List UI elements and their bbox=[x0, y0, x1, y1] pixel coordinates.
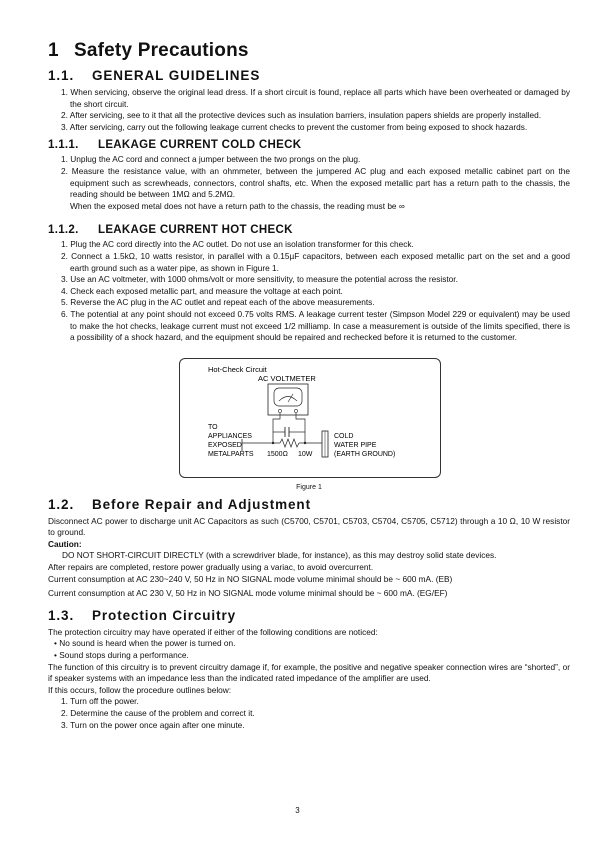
section-1-3-heading bbox=[48, 608, 570, 623]
page-number: 3 bbox=[295, 806, 300, 815]
list-item: 2. Connect a 1.5kΩ, 10 watts resistor, in parallel with a 0.15µF capacitors, between each exposed metallic part on the set and a good earth ground such as a water pipe, as shown in Figure 1. bbox=[61, 250, 570, 273]
page-title bbox=[48, 40, 570, 62]
page-content bbox=[48, 40, 570, 731]
list-item: 3. Use an AC voltmeter, with 1000 ohms/volt or more sensitivity, to measure the potential across the resistor. bbox=[61, 274, 458, 285]
meter-dial-icon bbox=[274, 388, 302, 406]
paragraph: After repairs are completed, restore power gradually using a variac, to avoid overcurrent. bbox=[48, 562, 374, 573]
paragraph: The protection circuitry may have operated if either of the following conditions are noticed: bbox=[48, 626, 378, 637]
hot-check-circuit-figure bbox=[179, 358, 441, 478]
list-item: 1. Turn off the power. bbox=[61, 696, 139, 707]
figure-title: Hot-Check Circuit bbox=[208, 364, 267, 374]
condition-list bbox=[48, 638, 570, 661]
section-title: LEAKAGE CURRENT COLD CHECK bbox=[98, 139, 302, 152]
paragraph: Disconnect AC power to discharge unit AC Capacitors as such (C5700, C5701, C5703, C5704, C5705, C5712) through a 10 Ω, 10 W resistor to ground. bbox=[48, 515, 570, 538]
resistor-icon bbox=[280, 439, 299, 447]
right-label-1: COLD bbox=[334, 432, 354, 440]
resistor-watts: 10W bbox=[298, 450, 313, 458]
general-guidelines-list bbox=[48, 87, 570, 133]
list-item: 3. After servicing, carry out the following leakage current checks to prevent the customer from being exposed to shock hazards. bbox=[61, 121, 528, 132]
left-label-2: APPLIANCES bbox=[208, 432, 252, 440]
title-text: Safety Precautions bbox=[74, 40, 249, 61]
caution-text: DO NOT SHORT-CIRCUIT DIRECTLY (with a screwdriver blade, for instance), as this may destroy solid state devices. bbox=[62, 550, 497, 561]
list-item: 1. Plug the AC cord directly into the AC outlet. Do not use an isolation transformer for this check. bbox=[61, 239, 414, 250]
paragraph: The function of this circuitry is to prevent circuitry damage if, for example, the positive and negative speaker connection wires are “shorted”, or if speaker systems with an impedance less than the indicated rated impedance of the amplifier are used. bbox=[48, 661, 570, 684]
section-number: 1.1.2. bbox=[48, 224, 79, 237]
procedure-list bbox=[48, 696, 570, 731]
section-1-2-heading bbox=[48, 497, 570, 512]
caution-label: Caution: bbox=[48, 538, 82, 549]
list-item: 3. Turn on the power once again after one minute. bbox=[61, 719, 245, 730]
list-item: 5. Reverse the AC plug in the AC outlet and repeat each of the above measurements. bbox=[61, 297, 375, 308]
paragraph: Current consumption at AC 230 V, 50 Hz in NO SIGNAL mode volume minimal should be ~ 600 mA. (EG/EF) bbox=[48, 588, 448, 599]
paragraph: Current consumption at AC 230~240 V, 50 Hz in NO SIGNAL mode volume minimal should be ~ 600 mA. (EB) bbox=[48, 573, 453, 584]
left-label-3: EXPOSED bbox=[208, 441, 242, 449]
list-item: 2. Determine the cause of the problem and correct it. bbox=[61, 708, 255, 718]
section-number: 1.1. bbox=[48, 68, 75, 83]
list-item: 1. Unplug the AC cord and connect a jumper between the two prongs on the plug. bbox=[61, 154, 361, 165]
figure-caption: Figure 1 bbox=[296, 483, 322, 491]
section-number: 1.1.1. bbox=[48, 139, 79, 152]
section-1-1-2-heading bbox=[48, 224, 570, 236]
list-item: • Sound stops during a performance. bbox=[54, 650, 189, 661]
list-item: 1. When servicing, observe the original lead dress. If a short circuit is found, replace all parts which have been overheated or damaged by the short circuit. bbox=[61, 87, 570, 109]
section-1-1-heading bbox=[48, 68, 570, 83]
hot-check-list bbox=[48, 239, 570, 343]
list-item: 6. The potential at any point should not exceed 0.75 volts RMS. A leakage current tester (Simpson Model 229 or equivalent) may be used to make the hot checks, leakage current must not exceed 1/2 milliamp. In case a measurement is outside of the limits specified, there is a possibility of a shock hazard, and the equipment should be repaired and rechecked before it is returned to the customer. bbox=[61, 308, 570, 343]
paragraph: If this occurs, follow the procedure outlines below: bbox=[48, 684, 232, 695]
section-number: 1.2. bbox=[48, 496, 75, 512]
left-label-4: METALPARTS bbox=[208, 450, 254, 458]
list-item: 2. After servicing, see to it that all the protective devices such as insulation barriers, insulation papers shields are properly installed. bbox=[61, 110, 542, 121]
cold-check-note: When the exposed metal does not have a return path to the chassis, the reading must be ∞ bbox=[70, 200, 405, 211]
resistor-value: 1500Ω bbox=[267, 450, 288, 458]
list-item: • No sound is heard when the power is turned on. bbox=[54, 638, 236, 649]
cold-check-list bbox=[48, 154, 570, 200]
section-title: LEAKAGE CURRENT HOT CHECK bbox=[98, 224, 293, 237]
list-item: 2. Measure the resistance value, with an ohmmeter, between the jumpered AC plug and each exposed metallic cabinet part on the equipment such as screwheads, connectors, control shafts, etc. When the exposed metallic part has a return path to the chassis, the reading should be between 1MΩ and 5.2MΩ. bbox=[61, 165, 570, 200]
right-label-2: WATER PIPE bbox=[334, 441, 377, 449]
left-label-1: TO bbox=[208, 423, 218, 431]
right-label-3: (EARTH GROUND) bbox=[334, 450, 396, 458]
section-number: 1.3. bbox=[48, 607, 75, 623]
voltmeter-label: AC VOLTMETER bbox=[258, 373, 316, 383]
section-title: Protection Circuitry bbox=[92, 607, 237, 623]
section-title: GENERAL GUIDELINES bbox=[92, 68, 261, 83]
section-title: Before Repair and Adjustment bbox=[92, 496, 311, 512]
hot-check-circuit-diagram bbox=[180, 359, 440, 477]
title-number: 1 bbox=[48, 40, 59, 61]
section-1-1-1-heading bbox=[48, 139, 570, 151]
list-item: 4. Check each exposed metallic part, and measure the voltage at each point. bbox=[61, 285, 343, 296]
